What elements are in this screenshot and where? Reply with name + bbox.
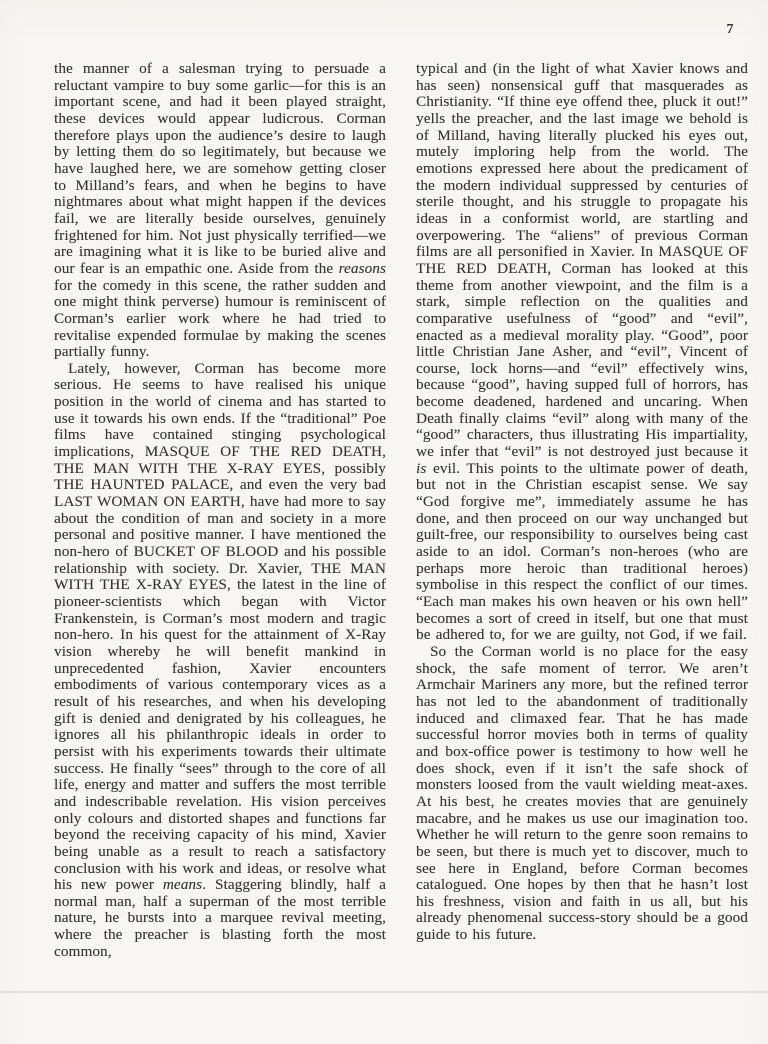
paragraph: [54, 361, 386, 961]
paragraph: [416, 644, 748, 944]
scan-artifact-line: [0, 991, 768, 993]
italic-text: reasons: [338, 259, 386, 277]
body-text: for the comedy in this scene, the rather sudden and one might think perverse) humour is reminiscent of Corman’s earlier work where he had tried to revitalise expended formulae by making the scenes partially funny.: [54, 276, 386, 361]
body-text: evil. This points to the ultimate power of death, but not in the Christian escapist sense. We say “God forgive me”, immediately assume he has done, and then proceed on our way unchanged but guilt-free, our responsibility to ourselves being cast aside to an idol. Corman’s non-heroes (who are perhaps more heroic than traditional heroes) symbolise in this respect the conflict of our times. “Each man makes his own heaven or his own hell” becomes a sort of creed in itself, but one that must be adhered to, for we are guilty, not God, if we fail.: [416, 459, 748, 644]
page-number: 7: [726, 22, 734, 37]
body-text: So the Corman world is no place for the easy shock, the safe moment of terror. We aren’t Armchair Mariners any more, but the refined terror has not led to the abandonment of traditionally induced and climaxed fear. That he has made successful horror movies both in terms of quality and box-office power is testimony to how well he does shock, even if it isn’t the safe shock of monsters loosed from the vault wielding meat-axes. At his best, he creates movies that are genuinely macabre, and he makes us use our imagination too. Whether he will return to the genre soon remains to be seen, but there is much yet to discover, much to see here in England, before Corman becomes catalogued. One hopes by then that he hasn’t lost his freshness, vision and faith in us all, but his already phenomenal success-story should be a good guide to his future.: [416, 642, 748, 944]
body-text: the manner of a salesman trying to persuade a reluctant vampire to buy some garlic—for this is an important scene, and had it been played straight, these devices would appear ludicrous. Corman therefore plays upon the audience’s desire to laugh by letting them do so legitimately, but because we have laughed here, we are somehow getting closer to Milland’s fears, and when he begins to have nightmares about what might happen if the devices fail, we are literally beside ourselves, genuinely frightened for him. Not just physically terrified—we are imagining what it is like to be buried alive and our fear is an empathic one. Aside from the: [54, 60, 386, 277]
body-text: typical and (in the light of what Xavier knows and has seen) nonsensical guff that masquerades as Christianity. “If thine eye offend thee, pluck it out!” yells the preacher, and the last image we behold is of Milland, having literally plucked his eyes out, mutely imploring help from the world. The emotions expressed here about the predicament of the modern individual suppressed by centuries of sterile thought, and his struggle to propagate his ideas in a conformist world, are startling and overpowering. The “aliens” of previous Corman films are all personified in Xavier. In MASQUE OF THE RED DEATH, Corman has looked at this theme from another viewpoint, and the film is a stark, simple reflection on the qualities and comparative usefulness of “good” and “evil”, enacted as a medieval morality play. “Good”, poor little Christian Jane Asher, and “evil”, Vincent of course, lock horns—and “evil” effectively wins, because “good”, having supped full of horrors, has become deadened, hardened and uncaring. When Death finally claims “evil” along with many of the “good” characters, thus illustrating His impartiality, we infer that “evil” is not destroyed just because it: [416, 60, 748, 461]
body-text: Lately, however, Corman has become more serious. He seems to have realised his unique position in the world of cinema and has started to use it towards his own ends. If the “traditional” Poe films have contained stinging psychological implications, MASQUE OF THE RED DEATH, THE MAN WITH THE X-RAY EYES, possibly THE HAUNTED PALACE, and even the very bad LAST WOMAN ON EARTH, have had more to say about the condition of man and society in a more personal and positive manner. I have mentioned the non-hero of BUCKET OF BLOOD and his possible relationship with society. Dr. Xavier, THE MAN WITH THE X-RAY EYES, the latest in the line of pioneer-scientists which began with Victor Frankenstein, is Corman’s most modern and tragic non-hero. In his quest for the attainment of X-Ray vision whereby he will benefit mankind in unprecedented fashion, Xavier encounters embodiments of various contemporary vices as a result of his researches, and when his developing gift is denied and denigrated by his colleagues, he ignores all his philanthropic ideals in order to persist with his experiments towards their ultimate success. He finally “sees” through to the core of all life, energy and matter and suffers the most terrible and indescribable revelation. His vision perceives only colours and distorted shapes and functions far beyond the receiving capacity of his mind, Xavier being unable as a result to reach a satisfactory conclusion with his work and ideas, or resolve what his new power: [54, 359, 386, 894]
italic-text: means: [162, 876, 203, 894]
italic-text: is: [416, 459, 427, 477]
body-text: . Staggering blindly, half a normal man, half a superman of the most terrible nature, he bursts into a marquee revival meeting, where the preacher is blasting forth the most common,: [54, 876, 386, 960]
right-column: [416, 61, 748, 960]
left-column: [54, 61, 386, 960]
paragraph: [54, 61, 386, 361]
article-body: [54, 61, 748, 960]
paragraph: [416, 61, 748, 644]
